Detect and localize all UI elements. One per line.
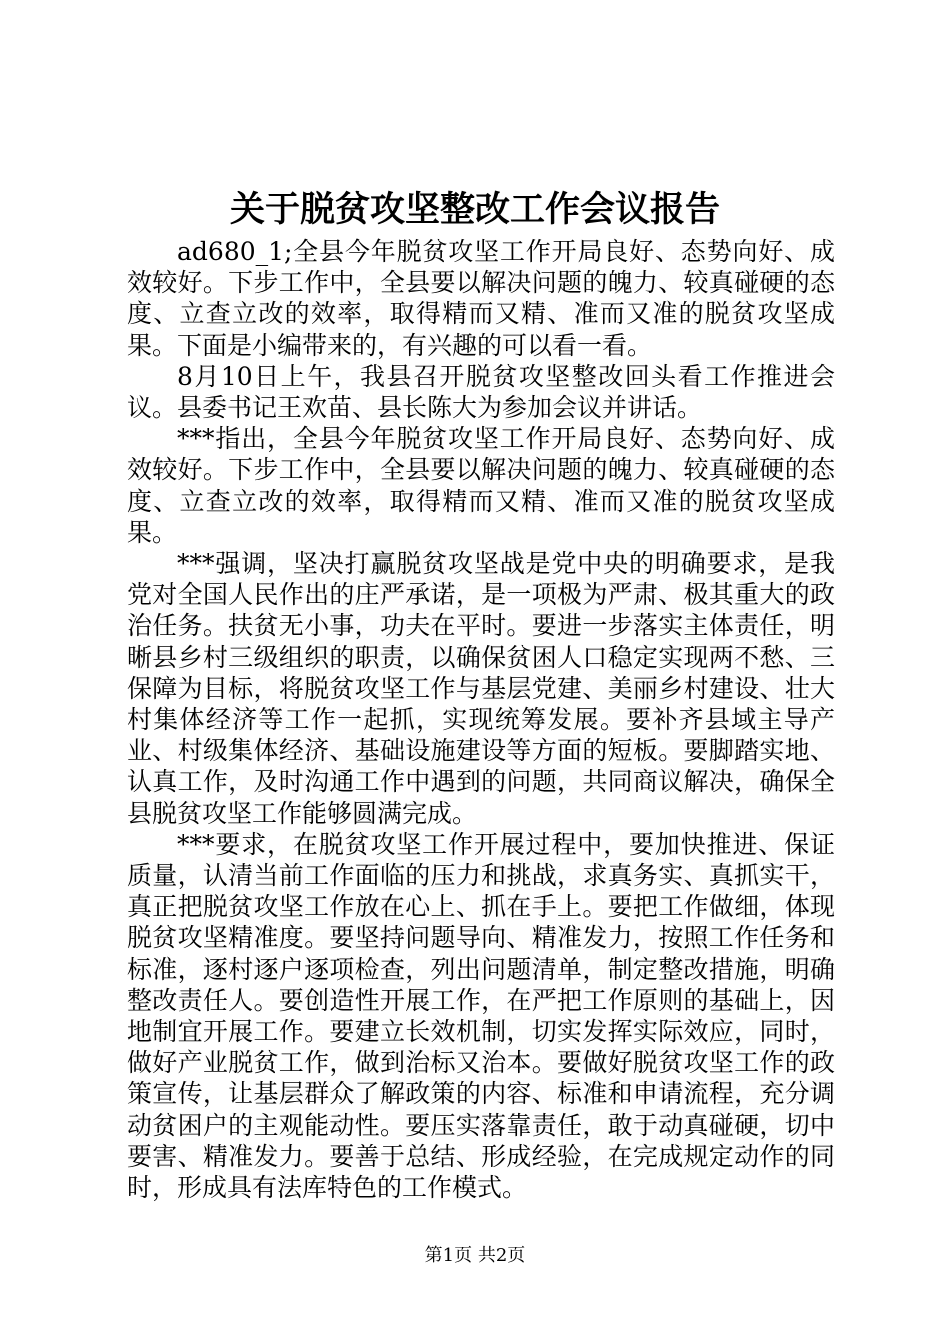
paragraph-intro: ad680_1;全县今年脱贫攻坚工作开局良好、态势向好、成效较好。下步工作中，全县要以解决问题的魄力、较真碰硬的态度、立查立改的效率，取得精而又精、准而又准的脱贫攻坚成果。下面是小编带来的，有兴趣的可以看一看。 — [127, 237, 835, 360]
document-title: 关于脱贫攻坚整改工作会议报告 — [229, 189, 720, 230]
paragraph-meeting: 8月10日上午，我县召开脱贫攻坚整改回头看工作推进会议。县委书记王欢苗、县长陈大为参加会议并讲话。 — [127, 361, 835, 423]
paragraph-emphasized: ***强调，坚决打赢脱贫攻坚战是党中央的明确要求，是我党对全国人民作出的庄严承诺，是一项极为严肃、极其重大的政治任务。扶贫无小事，功夫在平时。要进一步落实主体责任，明晰县乡村三级组织的职责，以确保贫困人口稳定实现两不愁、三保障为目标，将脱贫攻坚工作与基层党建、美丽乡村建设、壮大村集体经济等工作一起抓，实现统筹发展。要补齐县域主导产业、村级集体经济、基础设施建设等方面的短板。要脚踏实地、认真工作，及时沟通工作中遇到的问题，共同商议解决，确保全县脱贫攻坚工作能够圆满完成。 — [127, 549, 835, 828]
paragraph-pointed-out: ***指出，全县今年脱贫攻坚工作开局良好、态势向好、成效较好。下步工作中，全县要以解决问题的魄力、较真碰硬的态度、立查立改的效率，取得精而又精、准而又准的脱贫攻坚成果。 — [127, 424, 835, 547]
page-footer: 第1页 共2页 — [424, 1245, 526, 1266]
document-body — [127, 236, 835, 1203]
paragraph-required: ***要求，在脱贫攻坚工作开展过程中，要加快推进、保证质量，认清当前工作面临的压力和挑战，求真务实、真抓实干，真正把脱贫攻坚工作放在心上、抓在手上。要把工作做细，体现脱贫攻坚精准度。要坚持问题导向、精准发力，按照工作任务和标准，逐村逐户逐项检查，列出问题清单，制定整改措施，明确整改责任人。要创造性开展工作，在严把工作原则的基础上，因地制宜开展工作。要建立长效机制，切实发挥实际效应，同时，做好产业脱贫工作，做到治标又治本。要做好脱贫攻坚工作的政策宣传，让基层群众了解政策的内容、标准和申请流程，充分调动贫困户的主观能动性。要压实落靠责任，敢于动真碰硬，切中要害、精准发力。要善于总结、形成经验，在完成规定动作的同时，形成具有法库特色的工作模式。 — [127, 829, 835, 1203]
